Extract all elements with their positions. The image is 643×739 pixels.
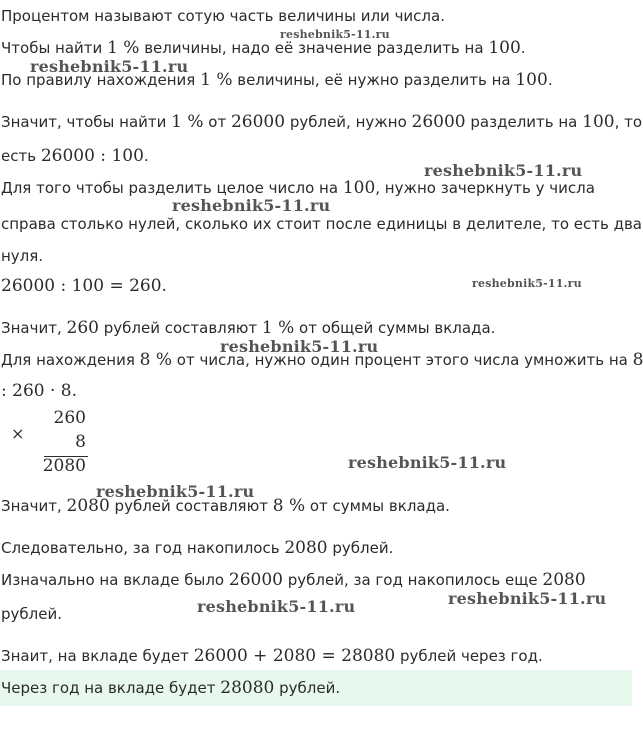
text: Значит,	[1, 497, 67, 515]
watermark: reshebnik5-11.ru	[172, 196, 331, 215]
text-line	[1, 214, 642, 234]
multiplicand: 260	[53, 408, 86, 428]
math-value: 26000	[411, 112, 466, 132]
text: По правилу нахождения	[1, 71, 201, 89]
math-value: 8	[632, 350, 643, 370]
text-line	[1, 38, 526, 58]
math-value: 100	[488, 38, 521, 58]
watermark: reshebnik5-11.ru	[280, 28, 390, 41]
text: справа столько нулей, сколько их стоит после единицы в делителе, то есть два	[1, 215, 642, 233]
text: Для того чтобы разделить целое число на	[1, 179, 343, 197]
math-value: 1 %	[200, 70, 233, 90]
watermark: reshebnik5-11.ru	[448, 589, 607, 608]
answer-line	[1, 678, 340, 698]
text: рублей, за год накопилось еще	[282, 571, 543, 589]
text: Следовательно, за год накопилось	[1, 539, 285, 557]
text-line	[1, 381, 77, 401]
math-value: 28080	[220, 678, 275, 698]
text: нуля.	[1, 247, 44, 265]
math-value: 1 %	[171, 112, 204, 132]
math-value: 2080	[66, 496, 110, 516]
math-value: : 260 · 8.	[1, 381, 78, 401]
text: Знаит, на вкладе будет	[1, 647, 194, 665]
text: Для нахождения	[1, 351, 140, 369]
text: .	[520, 39, 526, 57]
text-line	[1, 276, 167, 296]
math-value: 26000 + 2080 = 28080	[193, 646, 396, 666]
text: Чтобы найти	[1, 39, 108, 57]
text-line	[1, 318, 495, 338]
text: от общей суммы вклада.	[294, 319, 496, 337]
text-line	[1, 646, 543, 666]
text: рублей.	[274, 679, 341, 697]
math-value: 26000 : 100	[40, 146, 144, 166]
math-value: 100	[582, 112, 615, 132]
watermark: reshebnik5-11.ru	[197, 597, 356, 616]
text: .	[143, 147, 149, 165]
math-value: 2080	[542, 570, 586, 590]
text: рублей составляют	[109, 497, 273, 515]
math-value: 26000 : 100 = 260.	[1, 276, 167, 296]
text: , то	[614, 113, 643, 131]
watermark: reshebnik5-11.ru	[96, 482, 255, 501]
math-value: 100	[342, 178, 376, 198]
text-line	[1, 570, 586, 590]
text: рублей через год.	[395, 647, 543, 665]
text: , нужно зачеркнуть у числа	[375, 179, 595, 197]
text: рублей.	[327, 539, 394, 557]
math-value: 8 %	[139, 350, 172, 370]
answer-block	[0, 670, 632, 706]
text: Изначально на вкладе было	[1, 571, 229, 589]
text-line	[1, 604, 62, 624]
text: величины, надо её значение разделить на	[139, 39, 489, 57]
multiplier: 8	[75, 432, 86, 452]
text: рублей, нужно	[285, 113, 412, 131]
text: .	[547, 71, 553, 89]
text-line	[1, 246, 43, 266]
text-line	[1, 6, 445, 26]
watermark: reshebnik5-11.ru	[220, 337, 379, 356]
text-line	[1, 112, 642, 132]
math-value: 2080	[284, 538, 328, 558]
text: от суммы вклада.	[305, 497, 450, 515]
text: Процентом называют сотую часть величины или числа.	[1, 7, 445, 25]
multiply-sign: ×	[11, 424, 25, 443]
column-multiplication	[0, 408, 90, 480]
text: разделить на	[465, 113, 583, 131]
text: величины, её нужно разделить на	[232, 71, 516, 89]
text-line	[1, 146, 149, 166]
text-line	[1, 178, 595, 198]
text: от	[203, 113, 231, 131]
text: от числа, нужно один процент этого числа умножить на	[172, 351, 633, 369]
watermark: reshebnik5-11.ru	[348, 453, 507, 472]
product: 2080	[42, 456, 86, 476]
watermark: reshebnik5-11.ru	[472, 277, 582, 290]
text: рублей.	[1, 605, 62, 623]
text-line	[1, 538, 393, 558]
text: есть	[1, 147, 41, 165]
text: рублей составляют	[98, 319, 262, 337]
math-value: 8 %	[272, 496, 306, 516]
math-value: 1 %	[261, 318, 295, 338]
watermark: reshebnik5-11.ru	[30, 57, 189, 76]
watermark: reshebnik5-11.ru	[424, 161, 583, 180]
math-value: 26000	[228, 570, 283, 590]
math-value: 26000	[230, 112, 286, 132]
text: Значит,	[1, 319, 67, 337]
math-value: 100	[515, 70, 548, 90]
math-value: 1 %	[107, 38, 140, 58]
text: Значит, чтобы найти	[1, 113, 172, 131]
text: Через год на вкладе будет	[1, 679, 221, 697]
math-value: 260	[66, 318, 99, 338]
